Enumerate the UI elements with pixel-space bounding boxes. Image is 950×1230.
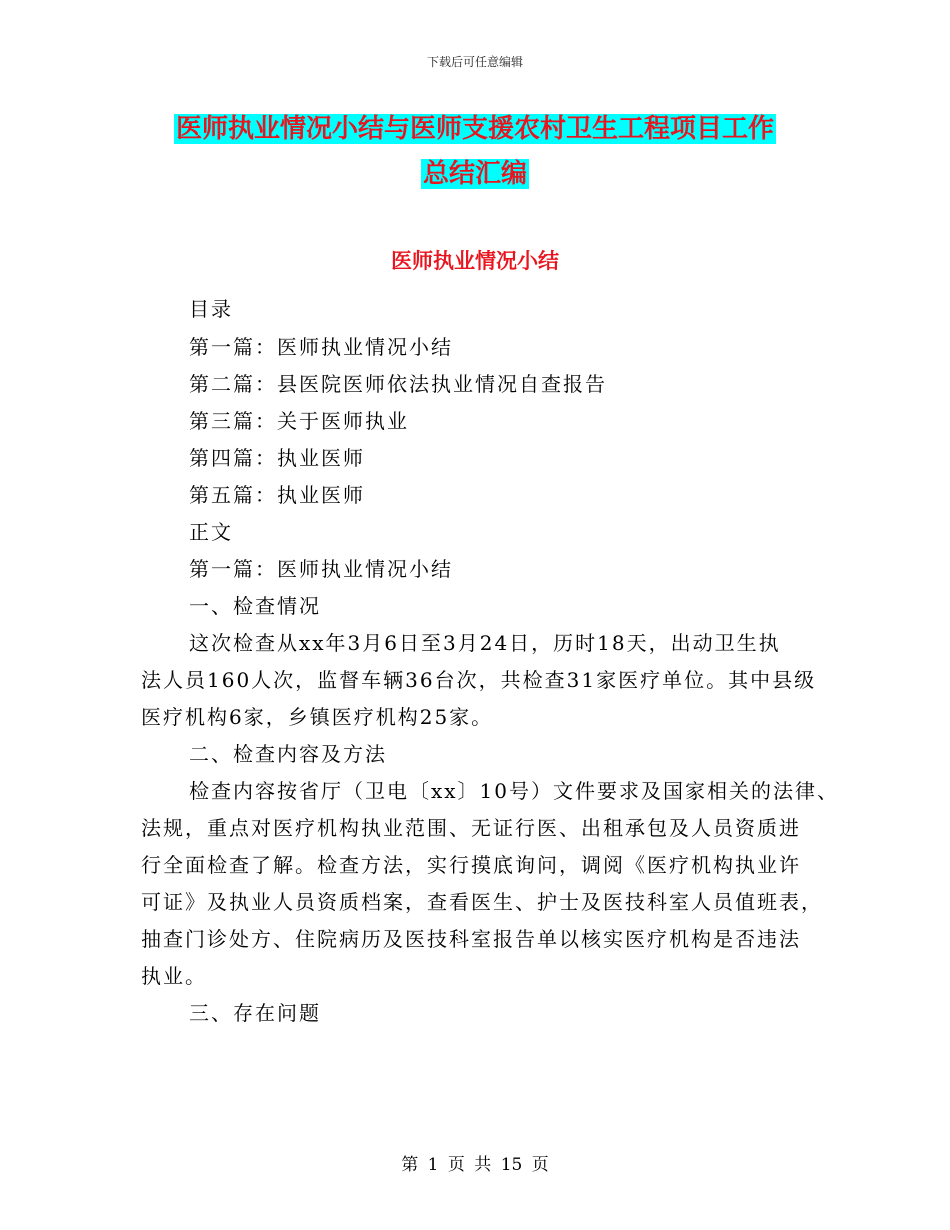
toc-item: 第二篇：县医院医师依法执业情况自查报告 [189,372,607,396]
document-title-text-2: 总结汇编 [422,159,527,189]
body-heading: 正文 [189,520,233,544]
document-title-line-2 [0,155,950,193]
section-heading-3: 三、存在问题 [189,1001,321,1025]
paragraph-line: 这次检查从xx年3月6日至3月24日，历时18天，出动卫生执 [189,631,781,655]
toc-item: 第五篇：执业医师 [189,483,365,507]
section-heading-1: 一、检查情况 [189,594,321,618]
toc-item: 第四篇：执业医师 [189,446,365,470]
document-title-text-1: 医师执业情况小结与医师支援农村卫生工程项目工作 [175,114,774,144]
paragraph-line: 抽查门诊处方、住院病历及医技科室报告单以核实医疗机构是否违法 [141,927,801,951]
page-footer: 第 1 页 共 15 页 [401,1155,549,1175]
part-title: 第一篇：医师执业情况小结 [189,557,453,581]
paragraph-line: 检查内容按省厅（卫电〔xx〕10号）文件要求及国家相关的法律、 [189,779,840,803]
paragraph-line: 执业。 [141,964,207,988]
toc-item: 第一篇：医师执业情况小结 [189,335,453,359]
section-title: 医师执业情况小结 [391,249,559,273]
toc-heading: 目录 [189,297,233,321]
paragraph-line: 法规，重点对医疗机构执业范围、无证行医、出租承包及人员资质进 [141,816,801,840]
paragraph-line: 法人员160人次，监督车辆36台次，共检查31家医疗单位。其中县级 [141,668,817,692]
header-note: 下载后可任意编辑 [426,55,523,69]
section-heading-2: 二、检查内容及方法 [189,742,387,766]
paragraph-line: 可证》及执业人员资质档案，查看医生、护士及医技科室人员值班表， [141,890,823,914]
paragraph-line: 医疗机构6家，乡镇医疗机构25家。 [141,705,494,729]
document-title-line-1 [0,110,950,148]
toc-item: 第三篇：关于医师执业 [189,409,409,433]
paragraph-line: 行全面检查了解。检查方法，实行摸底询问，调阅《医疗机构执业许 [141,853,801,877]
